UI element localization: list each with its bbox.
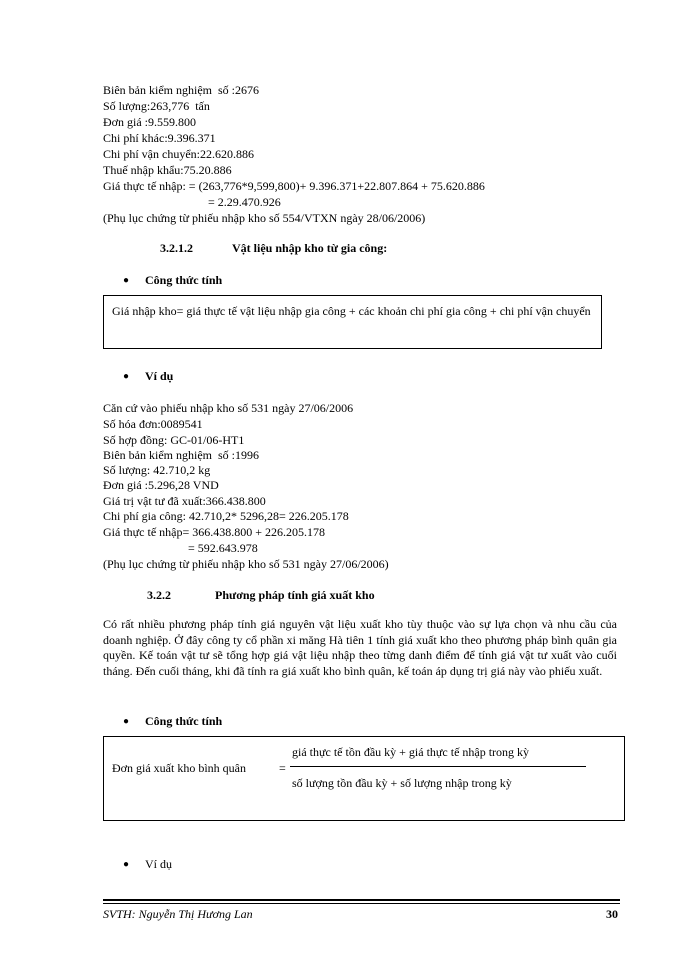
text-line: Đơn giá :5.296,28 VND <box>103 478 219 492</box>
text-line: Giá thực tế nhập= 366.438.800 + 226.205.178 <box>103 525 326 539</box>
section-title: Phương pháp tính giá xuất kho <box>215 588 375 602</box>
bullet-icon: ● <box>123 275 130 286</box>
bullet-icon: ● <box>123 371 130 382</box>
text-line: Số lượng:263,776 tấn <box>103 99 210 113</box>
section-title: Vật liệu nhập kho từ gia công: <box>232 241 388 255</box>
body-paragraph: Có rất nhiều phương pháp tính giá nguyên vật liệu xuất kho tùy thuộc vào sự lựa chọn và nhu cầu của doanh nghiệp. Ở đây công ty cổ phần xi măng Hà tiên 1 tính giá xuất kho theo phương pháp bình quân gia quyền. Kế toán vật tư sẽ tổng hợp giá vật liệu nhập theo từng danh điểm để tính giá vật tư xuất vào cuối tháng. Đến cuối tháng, khi đã tính ra giá xuất kho bình quân, kế toán áp dụng trị giá này vào phiếu xuất. <box>103 617 617 678</box>
text-line: Chi phí vận chuyển:22.620.886 <box>103 147 254 161</box>
formula-box <box>103 736 625 821</box>
formula-denominator: số lượng tồn đầu kỳ + số lượng nhập trong kỳ <box>292 776 512 790</box>
text-line: Giá trị vật tư đã xuất:366.438.800 <box>103 494 266 508</box>
bullet-icon: ● <box>123 859 130 870</box>
text-line: Giá thực tế nhập: = (263,776*9,599,800)+ 9.396.371+22.807.864 + 75.620.886 <box>103 179 485 193</box>
formula-numerator: giá thực tế tồn đầu kỳ + giá thực tế nhập trong kỳ <box>292 745 530 759</box>
text-line: Biên bản kiểm nghiệm số :2676 <box>103 83 259 97</box>
text-line: Chi phí khác:9.396.371 <box>103 131 216 145</box>
bullet-label: Công thức tính <box>145 273 223 287</box>
text-line: (Phụ lục chứng từ phiếu nhập kho số 554/VTXN ngày 28/06/2006) <box>103 211 426 225</box>
text-line: Số hợp đồng: GC-01/06-HT1 <box>103 433 245 447</box>
bullet-icon: ● <box>123 716 130 727</box>
text-line: = 592.643.978 <box>188 541 258 555</box>
bullet-label: Ví dụ <box>145 369 174 383</box>
text-line: Chi phí gia công: 42.710,2* 5296,28= 226.205.178 <box>103 509 349 523</box>
footer-author: SVTH: Nguyễn Thị Hương Lan <box>103 907 253 921</box>
text-line: Thuế nhập khẩu:75.20.886 <box>103 163 232 177</box>
footer-rule <box>103 903 620 904</box>
text-line: = 2.29.470.926 <box>208 195 281 209</box>
formula-lhs: Đơn giá xuất kho bình quân <box>112 761 246 775</box>
text-line: Căn cứ vào phiếu nhập kho số 531 ngày 27/06/2006 <box>103 401 354 415</box>
text-line: Số lượng: 42.710,2 kg <box>103 463 211 477</box>
bullet-label: Ví dụ <box>145 857 172 871</box>
text-line: Biên bản kiểm nghiệm số :1996 <box>103 448 259 462</box>
formula-equals: = <box>279 761 286 775</box>
fraction-bar <box>290 766 586 767</box>
footer-rule <box>103 899 620 901</box>
formula-text: Giá nhập kho= giá thực tế vật liệu nhập gia công + các khoản chi phí gia công + chi phí vận chuyển <box>112 304 591 318</box>
bullet-label: Công thức tính <box>145 714 223 728</box>
text-line: Số hóa đơn:0089541 <box>103 417 203 431</box>
page-number: 30 <box>606 907 618 921</box>
text-line: Đơn giá :9.559.800 <box>103 115 197 129</box>
section-number: 3.2.1.2 <box>160 241 193 255</box>
formula-box <box>103 295 602 349</box>
text-line: (Phụ lục chứng từ phiếu nhập kho số 531 ngày 27/06/2006) <box>103 557 389 571</box>
section-number: 3.2.2 <box>147 588 171 602</box>
